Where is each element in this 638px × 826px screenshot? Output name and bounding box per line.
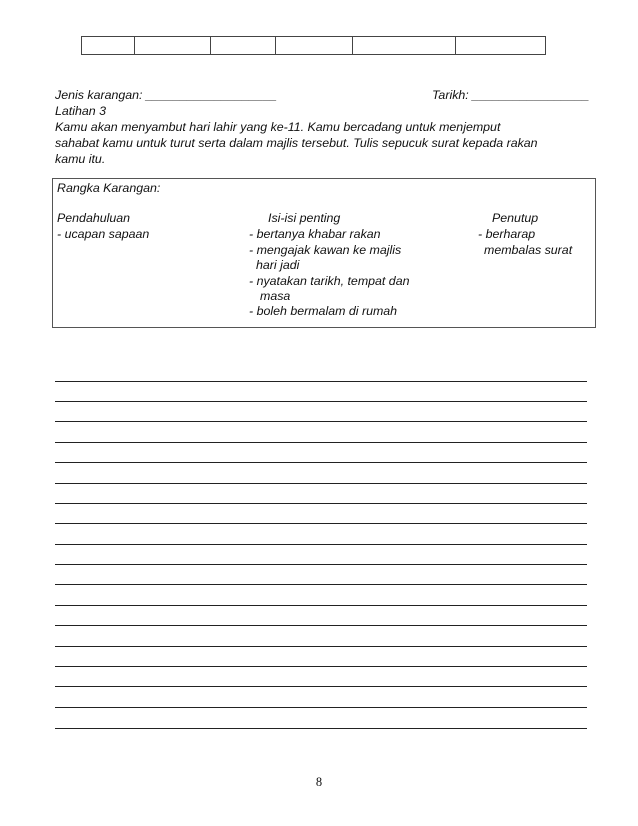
- writing-line: [55, 584, 587, 585]
- tarikh-label: Tarikh: _________________: [432, 88, 590, 102]
- writing-line: [55, 625, 587, 626]
- page-number: 8: [315, 775, 323, 789]
- grid-cell: [456, 37, 546, 55]
- writing-line: [55, 483, 587, 484]
- writing-line: [55, 442, 587, 443]
- grid-cell: [211, 37, 276, 55]
- instruction-line: sahabat kamu untuk turut serta dalam majlis tersebut. Tulis sepucuk surat kepada rakan: [55, 136, 538, 150]
- isi-item: - bertanya khabar rakan: [249, 227, 381, 241]
- writing-line: [55, 564, 587, 565]
- writing-line: [55, 381, 587, 382]
- writing-line: [55, 523, 587, 524]
- writing-line: [55, 462, 587, 463]
- writing-line: [55, 646, 587, 647]
- isi-item: - boleh bermalam di rumah: [249, 304, 398, 318]
- writing-line: [55, 605, 587, 606]
- grid-cell: [82, 37, 135, 55]
- isi-item: hari jadi: [256, 258, 300, 272]
- writing-line: [55, 544, 587, 545]
- grid-cell: [135, 37, 211, 55]
- pendahuluan-heading: Pendahuluan: [57, 211, 131, 225]
- outline-title: Rangka Karangan:: [57, 181, 161, 195]
- grid-cell: [276, 37, 353, 55]
- top-grid-table: [81, 36, 546, 55]
- writing-line: [55, 503, 587, 504]
- instruction-line: kamu itu.: [55, 152, 106, 166]
- isi-penting-heading: Isi-isi penting: [268, 211, 341, 225]
- instruction-line: Kamu akan menyambut hari lahir yang ke-11. Kamu bercadang untuk menjemput: [55, 120, 501, 134]
- jenis-karangan-label: Jenis karangan: ___________________: [55, 88, 277, 102]
- writing-line: [55, 666, 587, 667]
- writing-line: [55, 401, 587, 402]
- exercise-title: Latihan 3: [55, 104, 106, 118]
- pendahuluan-item: - ucapan sapaan: [57, 227, 150, 241]
- isi-item: - nyatakan tarikh, tempat dan: [249, 274, 410, 288]
- grid-cell: [353, 37, 456, 55]
- penutup-item: membalas surat: [484, 243, 573, 257]
- isi-item: masa: [260, 289, 291, 303]
- writing-line: [55, 707, 587, 708]
- isi-item: - mengajak kawan ke majlis: [249, 243, 402, 257]
- penutup-item: - berharap: [478, 227, 536, 241]
- writing-line: [55, 728, 587, 729]
- writing-line: [55, 686, 587, 687]
- penutup-heading: Penutup: [492, 211, 539, 225]
- writing-line: [55, 421, 587, 422]
